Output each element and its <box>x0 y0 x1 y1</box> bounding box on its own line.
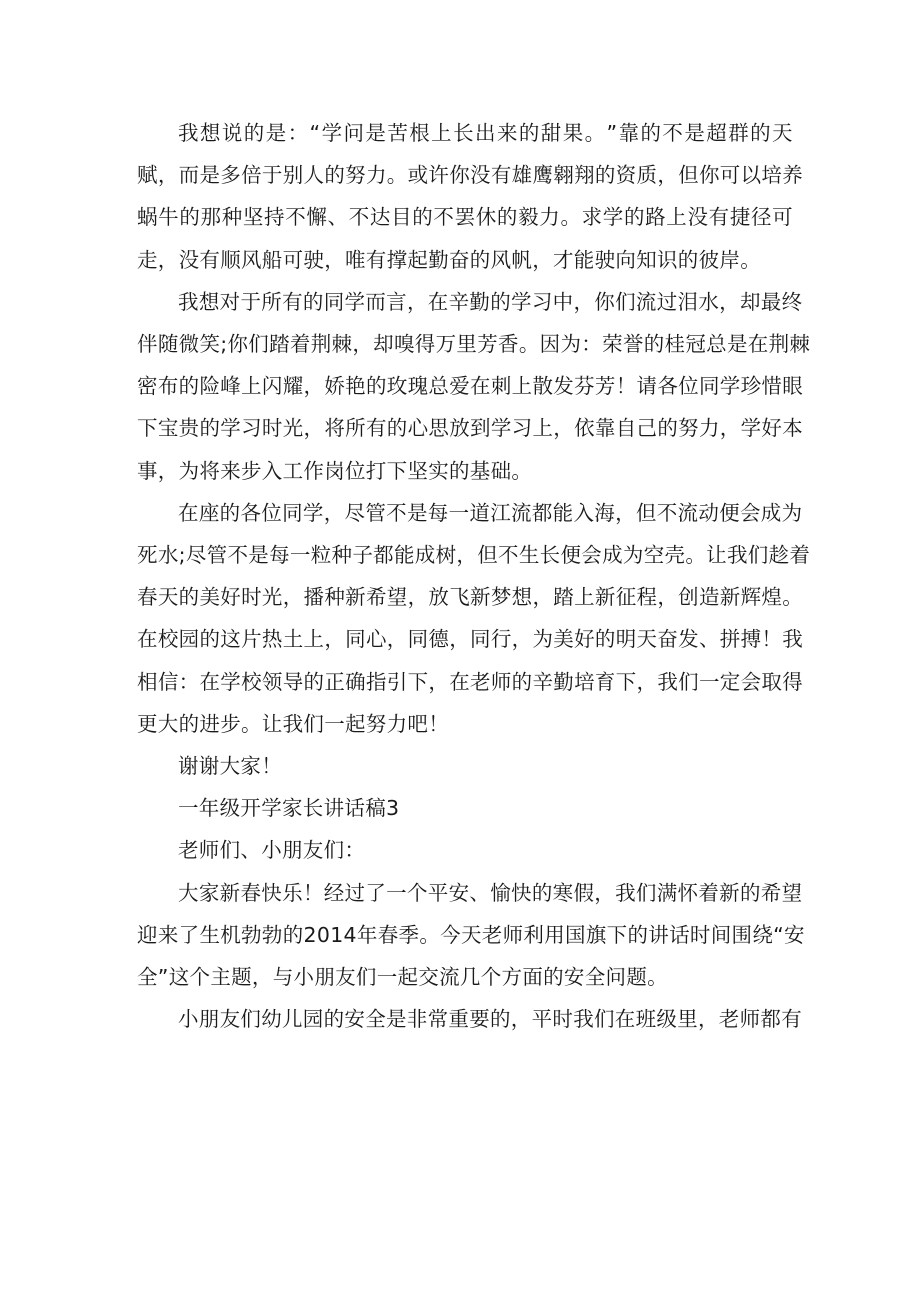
text-line: 我 想 说 的 是 ： “ 学 问 是 苦 根 上 长 出 来 的 甜 果 。 ” 靠 的 不 是 超 群 的 天 <box>178 121 793 145</box>
text-line: 一年级开学家长讲话稿3 <box>178 796 400 821</box>
text-line: 迎 来 了 生 机 勃 勃 的 2 0 1 4 年 春 季 。 今 天 老 师 利 用 国 旗 下 的 讲 话 时 间 围 绕 “ 安 <box>137 922 805 947</box>
text-line: 死 水 ; 尽 管 不 是 每 一 粒 种 子 都 能 成 树 ， 但 不 生 长 便 会 成 为 空 壳 。 让 我 们 趁 着 <box>137 543 811 568</box>
text-line: 小朋友们幼儿园的安全是非常重要的，平时我们在班级里，老师都有 <box>178 1007 802 1032</box>
text-line: 相 信 ： 在 学 校 领 导 的 正 确 指 引 下 ， 在 老 师 的 辛 勤 培 育 下 ， 我 们 一 定 会 取 得 <box>137 669 803 694</box>
text-line: 春 天 的 美 好 时 光 ， 播 种 新 希 望 ， 放 飞 新 梦 想 ， 踏 上 新 征 程 ， 创 造 新 辉 煌 。 <box>137 585 803 610</box>
text-line: 密 布 的 险 峰 上 闪 耀 ， 娇 艳 的 玫 瑰 总 爱 在 刺 上 散 发 芬 芳 ！ 请 各 位 同 学 珍 惜 眼 <box>137 374 803 399</box>
text-line: 老师们、小朋友们： <box>178 838 366 863</box>
document-body <box>137 112 811 1040</box>
text-line: 谢谢大家！ <box>178 754 282 779</box>
text-line: 事，为将来步入工作岗位打下坚实的基础。 <box>137 458 533 483</box>
text-line: 伴 随 微 笑 ; 你 们 踏 着 荆 棘 ， 却 嗅 得 万 里 芳 香 。 因 为 ： 荣 誉 的 桂 冠 总 是 在 荆 棘 <box>137 332 811 357</box>
text-line: 在 校 园 的 这 片 热 土 上 ， 同 心 ， 同 德 ， 同 行 ， 为 美 好 的 明 天 奋 发 、 拼 搏 ！ 我 <box>137 627 803 652</box>
text-line: 我 想 对 于 所 有 的 同 学 而 言 ， 在 辛 勤 的 学 习 中 ， 你 们 流 过 泪 水 ， 却 最 终 <box>178 289 803 314</box>
text-line: 更大的进步。让我们一起努力吧！ <box>137 711 449 736</box>
text-line: 赋 ， 而 是 多 倍 于 别 人 的 努 力 。 或 许 你 没 有 雄 鹰 翱 翔 的 资 质 ， 但 你 可 以 培 养 <box>137 163 803 188</box>
text-line: 走，没有顺风船可驶，唯有撑起勤奋的风帆，才能驶向知识的彼岸。 <box>137 247 761 272</box>
text-line: 在 座 的 各 位 同 学 ， 尽 管 不 是 每 一 道 江 流 都 能 入 海 ， 但 不 流 动 便 会 成 为 <box>178 500 803 525</box>
text-line: 全”这个主题，与小朋友们一起交流几个方面的安全问题。 <box>137 965 668 990</box>
text-line: 下 宝 贵 的 学 习 时 光 ， 将 所 有 的 心 思 放 到 学 习 上 ， 依 靠 自 己 的 努 力 ， 学 好 本 <box>137 416 803 441</box>
text-line: 蜗 牛 的 那 种 坚 持 不 懈 、 不 达 目 的 不 罢 休 的 毅 力 。 求 学 的 路 上 没 有 捷 径 可 <box>137 205 793 230</box>
text-line: 大 家 新 春 快 乐 ！ 经 过 了 一 个 平 安 、 愉 快 的 寒 假 ， 我 们 满 怀 着 新 的 希 望 <box>178 880 803 905</box>
